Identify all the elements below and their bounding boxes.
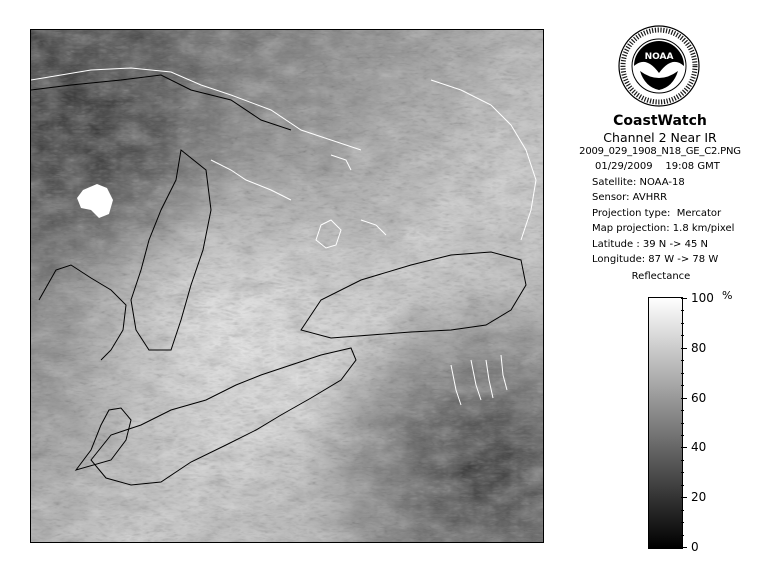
colorbar-major-tick	[681, 547, 687, 548]
title: CoastWatch	[613, 113, 707, 129]
satellite-image	[30, 29, 544, 543]
colorbar-minor-tick	[681, 310, 684, 311]
colorbar-tick-label: 60	[691, 391, 707, 405]
colorbar-minor-tick	[681, 485, 684, 486]
colorbar-minor-tick	[681, 385, 684, 386]
noaa-logo-svg	[618, 25, 700, 107]
colorbar-tick-label: 40	[691, 440, 707, 454]
filename: 2009_029_1908_N18_GE_C2.PNG	[579, 146, 741, 157]
colorbar-minor-tick	[681, 435, 684, 436]
colorbar-minor-tick	[681, 373, 684, 374]
colorbar-minor-tick	[681, 323, 684, 324]
colorbar-minor-tick	[681, 423, 684, 424]
colorbar-major-tick	[681, 398, 687, 399]
colorbar	[648, 297, 683, 549]
satellite-label: Satellite: NOAA-18	[592, 176, 685, 188]
sensor-label: Sensor: AVHRR	[592, 192, 668, 203]
colorbar-minor-tick	[681, 460, 684, 461]
subtitle: Channel 2 Near IR	[603, 130, 717, 145]
latitude-label: Latitude : 39 N -> 45 N	[592, 238, 708, 250]
colorbar-minor-tick	[681, 410, 684, 411]
colorbar-tick-label: 100	[691, 291, 714, 305]
colorbar-major-tick	[681, 348, 687, 349]
colorbar-minor-tick	[681, 510, 684, 511]
colorbar-major-tick	[681, 298, 687, 299]
colorbar-unit: %	[722, 289, 733, 302]
projection-label: Projection type: Mercator	[592, 207, 722, 219]
longitude-label: Longitude: 87 W -> 78 W	[592, 254, 719, 265]
noaa-logo	[618, 25, 700, 107]
colorbar-tick-label: 80	[691, 341, 707, 355]
colorbar-minor-tick	[681, 472, 684, 473]
satellite-image-svg	[31, 30, 543, 542]
colorbar-tick-label: 0	[691, 540, 699, 554]
colorbar-minor-tick	[681, 335, 684, 336]
colorbar-major-tick	[681, 497, 687, 498]
colorbar-title: Reflectance	[631, 271, 691, 282]
colorbar-tick-label: 20	[691, 490, 707, 504]
datetime: 01/29/2009 19:08 GMT	[595, 161, 720, 172]
colorbar-minor-tick	[681, 360, 684, 361]
colorbar-major-tick	[681, 447, 687, 448]
resolution-label: Map projection: 1.8 km/pixel	[592, 223, 735, 234]
noaa-logo-text: NOAA	[644, 52, 674, 62]
info-panel	[560, 113, 760, 268]
colorbar-minor-tick	[681, 522, 684, 523]
colorbar-minor-tick	[681, 535, 684, 536]
